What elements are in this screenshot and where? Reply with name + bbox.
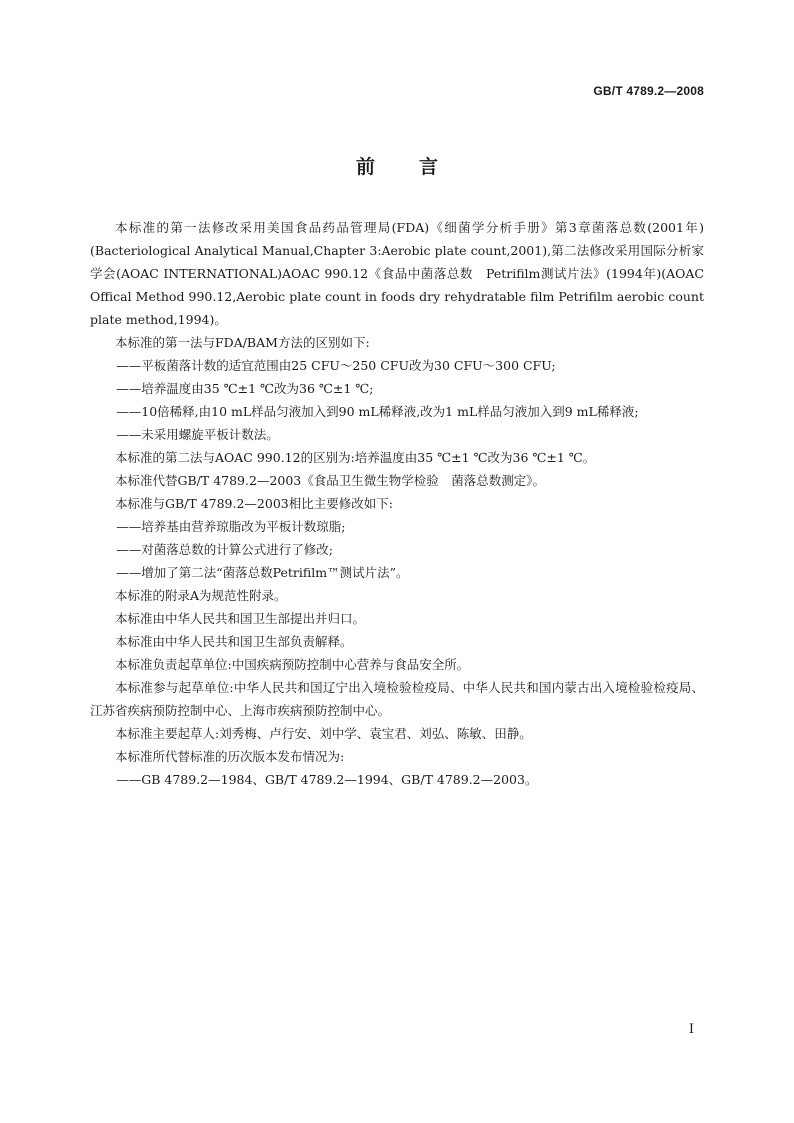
paragraph: 本标准参与起草单位:中华人民共和国辽宁出入境检验检疫局、中华人民共和国内蒙古出入境检验检疫局、江苏省疾病预防控制中心、上海市疾病预防控制中心。 (90, 680, 704, 718)
list-item: ——GB 4789.2—1984、GB/T 4789.2—1994、GB/T 4789.2—2003。 (116, 772, 538, 787)
list-item: ——培养基由营养琼脂改为平板计数琼脂; (116, 519, 346, 534)
page-number: I (688, 1022, 694, 1037)
paragraph: 本标准与GB/T 4789.2—2003相比主要修改如下: (115, 496, 393, 511)
paragraph: 本标准的第一法修改采用美国食品药品管理局(FDA)《细菌学分析手册》第3章菌落总数(2001年)(Bacteriological Analytical Manual,Chapter 3:Aerobic plate count,2001),第二法修改采用国际分析家学会(AOAC INTERNATIONAL)AOAC 990.12《食品中菌落总数 Petrifilm测试片法》(1994年)(AOAC Offical Method 990.12,Aerobic plate count in foods dry rehydratable film Petrifilm aerobic count plate method,1994)。 (90, 220, 704, 327)
list-item: ——增加了第二法“菌落总数Petrifilm™测试片法”。 (116, 565, 409, 580)
list-item: ——10倍稀释,由10 mL样品匀液加入到90 mL稀释液,改为1 mL样品匀液加入到9 mL稀释液; (116, 404, 639, 419)
paragraph: 本标准负责起草单位:中国疾病预防控制中心营养与食品安全所。 (115, 657, 470, 672)
paragraph: 本标准的第二法与AOAC 990.12的区别为:培养温度由35 ℃±1 ℃改为36 ℃±1 ℃。 (115, 450, 596, 465)
paragraph: 本标准代替GB/T 4789.2—2003《食品卫生微生物学检验 菌落总数测定》。 (115, 473, 545, 488)
list-item: ——未采用螺旋平板计数法。 (116, 427, 279, 442)
list-item: ——对菌落总数的计算公式进行了修改; (116, 542, 333, 557)
list-item: ——培养温度由35 ℃±1 ℃改为36 ℃±1 ℃; (116, 381, 374, 396)
list-item: ——平板菌落计数的适宜范围由25 CFU～250 CFU改为30 CFU～300 CFU; (116, 358, 556, 373)
paragraph: 本标准由中华人民共和国卫生部负责解释。 (115, 634, 353, 649)
standard-number: GB/T 4789.2—2008 (593, 84, 704, 98)
paragraph: 本标准由中华人民共和国卫生部提出并归口。 (115, 611, 366, 626)
paragraph: 本标准的第一法与FDA/BAM方法的区别如下: (115, 335, 370, 350)
paragraph: 本标准的附录A为规范性附录。 (115, 588, 287, 603)
page-title: 前言 (355, 156, 482, 178)
document-body (90, 216, 704, 791)
paragraph: 本标准主要起草人:刘秀梅、卢行安、刘中学、袁宝君、刘弘、陈敏、田静。 (115, 726, 532, 741)
paragraph: 本标准所代替标准的历次版本发布情况为: (115, 749, 345, 764)
